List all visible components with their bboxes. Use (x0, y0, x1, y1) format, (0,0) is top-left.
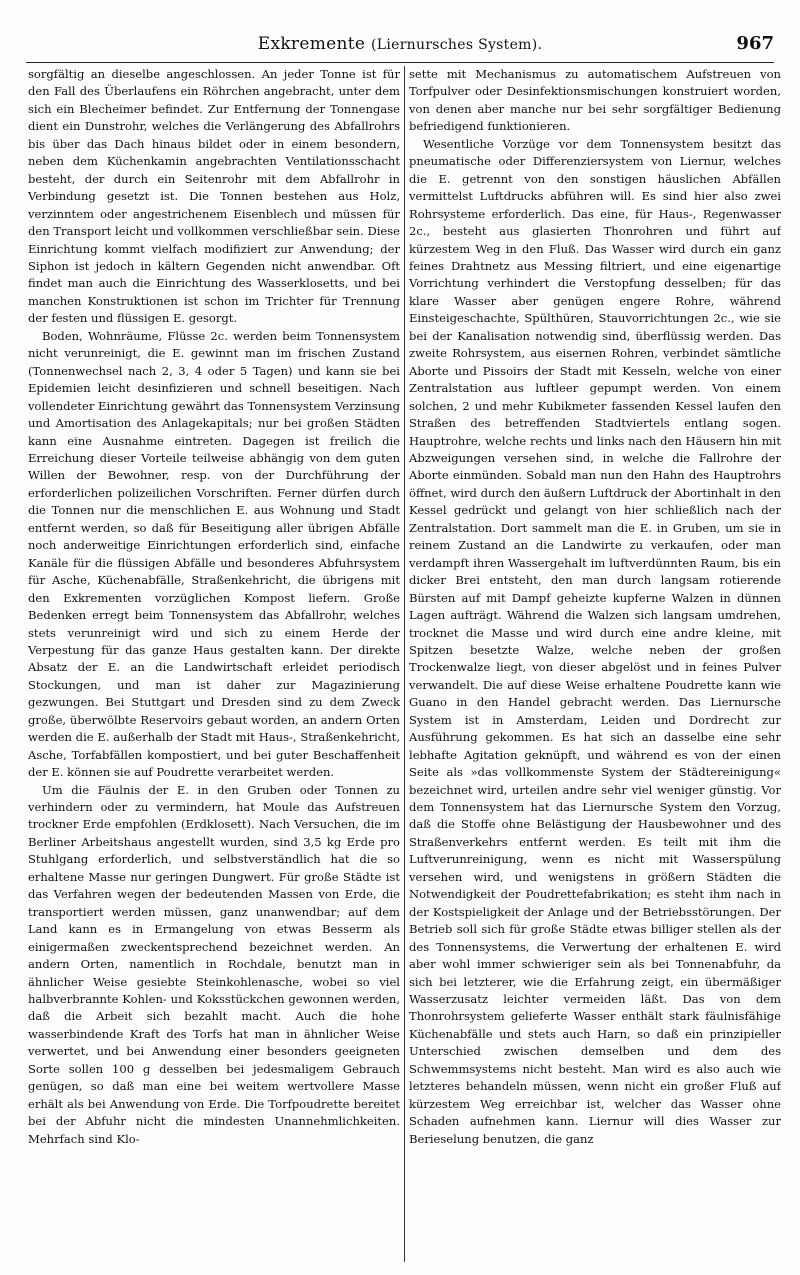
paragraph: sorgfältig an dieselbe angeschlossen. An jeder Tonne ist für den Fall des Überlaufens ein Röhrchen angebracht, unter dem sich ein Blecheimer befindet. Zur Entfernung der Tonnengase dient ein Dunstrohr, welches die Verlängerung des Abfallrohrs bis über das Dach hinaus bildet oder in einem besondern, neben dem Küchenkamin angebrachten Ventilationsschacht besteht, der durch ein Seitenrohr mit dem Abfallrohr in Verbindung gesetzt ist. Die Tonnen bestehen aus Holz, verzinntem oder angestrichenem Eisenblech und müssen für den Transport leicht und vollkommen verschließbar sein. Diese Einrichtung kommt vielfach modifiziert zur Anwendung; der Siphon ist jedoch in kältern Gegenden nicht anwendbar. Oft findet man auch die Einrichtung des Wasserklosetts, und bei manchen Konstruktionen ist schon im Trichter für Trennung der festen und flüssigen E. gesorgt. (28, 67, 400, 326)
running-header (26, 34, 774, 60)
header-keyword: Exkremente (257, 34, 366, 54)
column-divider (404, 66, 405, 1262)
paragraph: Wesentliche Vorzüge vor dem Tonnensystem besitzt das pneumatische oder Differenziersystem von Liernur, welches die E. getrennt von den sonstigen häuslichen Abfällen vermittelst Luftdrucks abführen will. Es sind hier also zwei Rohrsysteme erforderlich. Das eine, für Haus-, Regenwasser 2c., besteht aus glasierten Thonrohren und führt auf kürzestem Weg in den Fluß. Das Wasser wird durch ein ganz feines Drahtnetz aus Messing filtriert, und eine eigenartige Vorrichtung verhindert die Verstopfung desselben; für das klare Wasser aber genügen engere Rohre, während Einsteigeschachte, Spülthüren, Stauvorrichtungen 2c., wie sie bei der Kanalisation notwendig sind, überflüssig werden. Das zweite Rohrsystem, aus eisernen Rohren, verbindet sämtliche Aborte und Pissoirs der Stadt mit Kesseln, welche von einer Zentralstation aus luftleer gepumpt werden. Von einem solchen, 2 und mehr Kubikmeter fassenden Kessel laufen den Straßen des betreffenden Stadtviertels entlang sogen. Hauptrohre, welche rechts und links nach den Häusern hin mit Abzweigungen versehen sind, in welche die Fallrohre der Aborte einmünden. Sobald man nun den Hahn des Hauptrohrs öffnet, wird durch den äußern Luftdruck der Abortinhalt in den Kessel gedrückt und gelangt von hier schließlich nach der Zentralstation. Dort sammelt man die E. in Gruben, um sie in reinem Zustand an die Landwirte zu verkaufen, oder man verdampft ihren Wassergehalt im luftverdünnten Raum, bis ein dicker Brei entsteht, den man durch langsam rotierende Bürsten auf mit Dampf geheizte kupferne Walzen in dünnen Lagen aufträgt. Während die Walzen sich langsam umdrehen, trocknet die Masse und wird durch eine andre kleine, mit Spitzen besetzte Walze, welche neben der großen Trockenwalze liegt, von dieser abgelöst und in feines Pulver verwandelt. Die auf diese Weise erhaltene Poudrette kann wie Guano in den Handel gebracht werden. Das Liernursche System ist in Amsterdam, Leiden und Dordrecht zur Ausführung gekommen. Es hat sich an dasselbe eine sehr lebhafte Agitation geknüpft, und während es von der einen Seite als »das vollkommenste System der Städtereinigung« bezeichnet wird, urteilen andre sehr viel weniger günstig. Vor dem Tonnensystem hat das Liernursche System den Vorzug, daß die Stoffe ohne Belästigung der Hausbewohner und des Straßenverkehrs entfernt werden. Es teilt mit ihm die Luftverunreinigung, wenn es nicht mit Wasserspülung versehen wird, und wenigstens in größern Städten die Notwendigkeit der Poudrettefabrikation; es steht ihm nach in der Kostspieligkeit der Anlage und der Betriebsstörungen. Der Betrieb soll sich für große Städte etwas billiger stellen als der des Tonnensystems, die Verwertung der erhaltenen E. wird aber wohl immer schwieriger sein als bei Tonnenabfuhr, da sich bei letzterer, wie die Erfahrung zeigt, ein übermäßiger Wasserzusatz leichter vermeiden läßt. Das von dem Thonrohrsystem gelieferte Wasser enthält stark fäulnisfähige Küchenabfälle und stets auch Harn, so daß ein prinzipieller Unterschied zwischen demselben und dem des Schwemmsystems nicht besteht. Man wird es also auch wie letzteres behandeln müssen, wenn nicht ein großer Fluß auf kürzestem Weg erreichbar ist, welcher das Wasser ohne Schaden aufnehmen kann. Liernur will dies Wasser zur Berieselung benutzen, die ganz (409, 136, 781, 1146)
header-subtitle: (Liernursches System). (370, 37, 543, 53)
right-column (409, 66, 781, 1262)
header-title (26, 34, 774, 54)
paragraph: sette mit Mechanismus zu automatischem Aufstreuen von Torfpulver oder Desinfektionsmischungen konstruiert worden, von denen aber manche nur bei sehr sorgfältiger Bedienung befriedigend funktionieren. (409, 67, 781, 134)
left-column (28, 66, 400, 1262)
header-rule (26, 62, 774, 63)
page-number: 967 (736, 33, 774, 54)
paragraph: Boden, Wohnräume, Flüsse 2c. werden beim Tonnensystem nicht verunreinigt, die E. gewinnt man im frischen Zustand (Tonnenwechsel nach 2, 3, 4 oder 5 Tagen) und kann sie bei Epidemien leicht desinfizieren und schnell beseitigen. Nach vollendeter Einrichtung gewährt das Tonnensystem Verzinsung und Amortisation des Anlagekapitals; nur bei großen Städten kann eine Ausnahme eintreten. Dagegen ist freilich die Erreichung dieser Vorteile teilweise abhängig von dem guten Willen der Bewohner, resp. von der Durchführung der erforderlichen polizeilichen Vorschriften. Ferner dürfen durch die Tonnen nur die menschlichen E. aus Wohnung und Stadt entfernt werden, so daß für Beseitigung aller übrigen Abfälle noch anderweitige Einrichtungen erforderlich sind, einfache Kanäle für die flüssigen Abfälle und besonderes Abfuhrsystem für Asche, Küchenabfälle, Straßenkehricht, die übrigens mit den Exkrementen vorzüglichen Kompost liefern. Große Bedenken erregt beim Tonnensystem das Abfallrohr, welches stets verunreinigt wird und sich zu einem Herde der Verpestung für das ganze Haus gestalten kann. Der direkte Absatz der E. an die Landwirtschaft erleidet periodisch Stockungen, und man ist daher zur Magazinierung gezwungen. Bei Stuttgart und Dresden sind zu dem Zweck große, überwölbte Reservoirs gebaut worden, an andern Orten werden die E. außerhalb der Stadt mit Haus-, Straßenkehricht, Asche, Torfabfällen kompostiert, und bei guter Beschaffenheit der E. können sie auf Poudrette verarbeitet werden. (28, 328, 400, 780)
paragraph: Um die Fäulnis der E. in den Gruben oder Tonnen zu verhindern oder zu vermindern, hat Moule das Aufstreuen trockner Erde empfohlen (Erdklosett). Nach Versuchen, die im Berliner Arbeitshaus angestellt wurden, sind 3,5 kg Erde pro Stuhlgang erforderlich, und selbstverständlich hat die so erhaltene Masse nur geringen Dungwert. Für große Städte ist das Verfahren wegen der bedeutenden Massen von Erde, die transportiert werden müssen, ganz unanwendbar; auf dem Land kann es in Ermangelung von etwas Besserm als einigermaßen zweckentsprechend bezeichnet werden. An andern Orten, namentlich in Rochdale, benutzt man in ähnlicher Weise gesiebte Steinkohlenasche, wobei so viel halbverbrannte Kohlen- und Koksstückchen gewonnen werden, daß die Arbeit sich bezahlt macht. Auch die hohe wasserbindende Kraft des Torfs hat man in ähnlicher Weise verwertet, und bei Anwendung einer besonders geeigneten Sorte sollen 100 g desselben bei jedesmaligem Gebrauch genügen, so daß man eine bei weitem wertvollere Masse erhält als bei Anwendung von Erde. Die Torfpoudrette bereitet bei der Abfuhr nicht die mindesten Unannehmlichkeiten. Mehrfach sind Klo- (28, 782, 400, 1146)
